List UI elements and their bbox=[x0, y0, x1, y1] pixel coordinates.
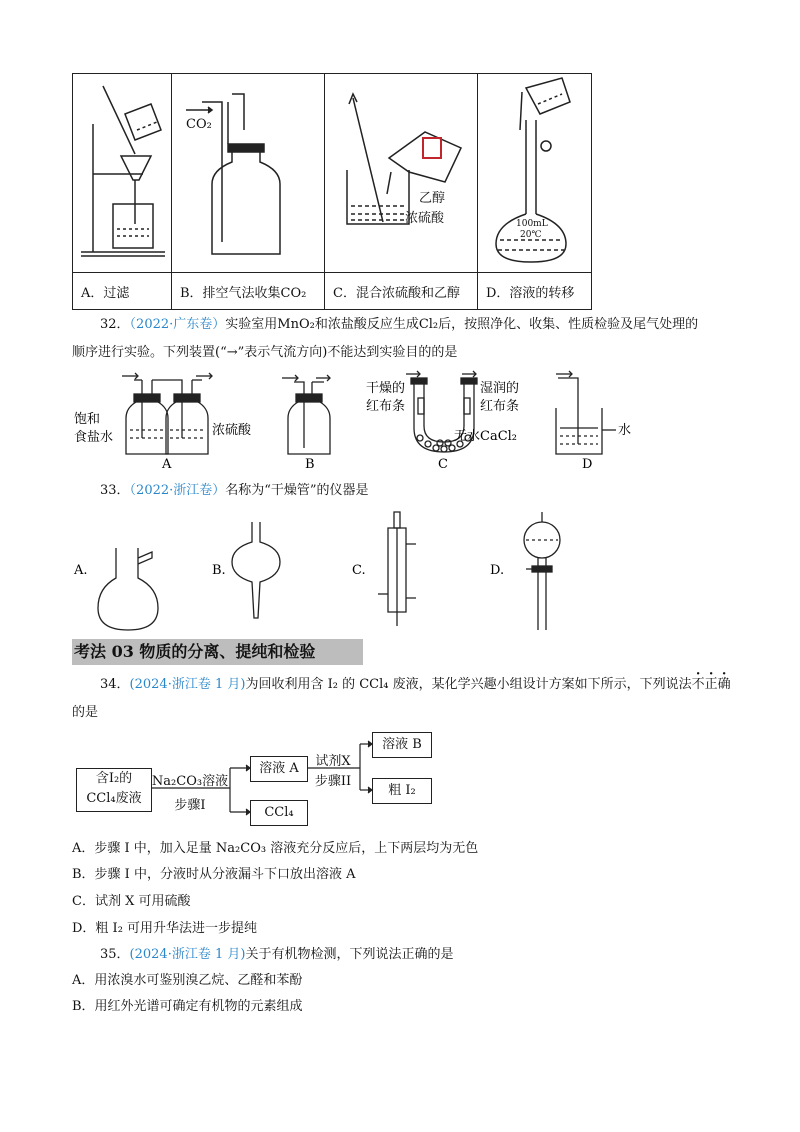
q34-line1: 34．(2024·浙江卷 1 月)为回收利用含 I₂ 的 CCl₄ 废液，某化学兴趣小组设计方案如下所示，下列说法不正确 bbox=[100, 677, 731, 692]
label-wet: 湿润的 bbox=[480, 381, 520, 396]
q34-option-b: B．步骤 I 中，分液时从分液漏斗下口放出溶液 A bbox=[72, 867, 356, 882]
flow-step1: 步骤I bbox=[174, 798, 206, 813]
label-conc-sulfuric: 浓硫酸 bbox=[212, 423, 252, 438]
q32-line2: 顺序进行实验。下列装置(“→”表示气流方向)不能达到实验目的的是 bbox=[72, 345, 458, 360]
flow-solution-b: 溶液 B bbox=[372, 732, 432, 758]
q34-text1: 为回收利用含 I₂ 的 CCl₄ 废液，某化学兴趣小组设计方案如下所示，下列说法 bbox=[245, 677, 692, 692]
caption-b: B．排空气法收集CO₂ bbox=[172, 273, 325, 310]
q33-option-a: A. bbox=[74, 563, 88, 578]
emphasis-correct-2: 确 bbox=[717, 677, 731, 692]
label-water: 水 bbox=[618, 423, 632, 438]
q35-line: 35．(2024·浙江卷 1 月)关于有机物检测，下列说法正确的是 bbox=[100, 947, 454, 962]
label-red-strip-1: 红布条 bbox=[366, 399, 406, 414]
q35-text: 关于有机物检测，下列说法正确的是 bbox=[245, 947, 454, 962]
flow-ccl4: CCl₄ bbox=[250, 800, 308, 826]
q33-option-d: D. bbox=[490, 563, 505, 578]
label-saturated: 饱和 bbox=[74, 412, 101, 427]
q32-option-c: C bbox=[438, 457, 448, 472]
q32-apparatus-diagram bbox=[72, 368, 672, 472]
volumetric-flask-diagram bbox=[478, 74, 591, 268]
flow-start-box: 含I₂的 CCl₄废液 bbox=[76, 768, 152, 812]
q33-line: 33．（2022·浙江卷）名称为“干燥管”的仪器是 bbox=[100, 483, 369, 498]
ethanol-label: 乙醇 bbox=[419, 191, 446, 206]
q32-source: （2022·广东卷） bbox=[129, 317, 226, 332]
q34-option-a: A．步骤 I 中，加入足量 Na₂CO₃ 溶液充分反应后，上下两层均为无色 bbox=[72, 841, 479, 856]
flow-reagent1: Na₂CO₃溶液 bbox=[151, 774, 229, 789]
caption-d: D．溶液的转移 bbox=[478, 273, 592, 310]
acid-mixing-diagram bbox=[325, 74, 477, 268]
q32-option-a: A bbox=[162, 457, 172, 472]
flask-volume-label: 100mL bbox=[516, 219, 548, 229]
flow-crude-i2: 粗 I₂ bbox=[372, 778, 432, 804]
q33-source: （2022·浙江卷） bbox=[129, 483, 226, 498]
q32-line1: 32．（2022·广东卷）实验室用MnO₂和浓盐酸反应生成Cl₂后，按照净化、收集、性质检验及尾气处理的 bbox=[100, 317, 699, 332]
caption-c: C．混合浓硫酸和乙醇 bbox=[325, 273, 478, 310]
label-cacl2: 无水CaCl₂ bbox=[454, 429, 518, 444]
q34-option-c: C．试剂 X 可用硫酸 bbox=[72, 894, 191, 909]
q34-option-d: D．粗 I₂ 可用升华法进一步提纯 bbox=[72, 921, 258, 936]
gas-collection-figure bbox=[172, 74, 325, 273]
emphasis-correct-1: 正 bbox=[704, 677, 718, 692]
apparatus-table bbox=[72, 73, 592, 310]
flow-reagent-x: 试剂X bbox=[315, 754, 351, 769]
solution-transfer-figure bbox=[478, 74, 592, 273]
flask-temp-label: 20℃ bbox=[520, 230, 542, 240]
filtration-figure bbox=[73, 74, 172, 273]
section-heading: 考法 03 物质的分离、提纯和检验 bbox=[72, 639, 363, 665]
q35-source: (2024·浙江卷 1 月) bbox=[129, 947, 246, 962]
filtration-diagram bbox=[73, 74, 171, 268]
q32-option-b: B bbox=[305, 457, 315, 472]
co2-label: CO₂ bbox=[186, 117, 212, 132]
flow-solution-a: 溶液 A bbox=[250, 756, 308, 782]
q34-line2: 的是 bbox=[72, 705, 99, 720]
acid-mixing-figure bbox=[325, 74, 478, 273]
q33-instruments-diagram bbox=[72, 508, 592, 632]
sulfuric-acid-label: 浓硫酸 bbox=[405, 211, 445, 226]
flow-step2: 步骤II bbox=[314, 774, 352, 789]
q34-source: (2024·浙江卷 1 月) bbox=[129, 677, 246, 692]
label-red-strip-2: 红布条 bbox=[480, 399, 520, 414]
label-dry: 干燥的 bbox=[366, 381, 406, 396]
q33-text: 名称为“干燥管”的仪器是 bbox=[225, 483, 369, 498]
emphasis-not: 不 bbox=[691, 677, 705, 692]
q33-option-c: C. bbox=[352, 563, 366, 578]
q35-option-b: B．用红外光谱可确定有机物的元素组成 bbox=[72, 999, 303, 1014]
label-brine: 食盐水 bbox=[74, 430, 114, 445]
gas-collection-diagram bbox=[172, 74, 324, 268]
caption-a: A．过滤 bbox=[73, 273, 172, 310]
q32-text1: 实验室用MnO₂和浓盐酸反应生成Cl₂后，按照净化、收集、性质检验及尾气处理的 bbox=[225, 317, 699, 332]
q32-option-d: D bbox=[582, 457, 593, 472]
q33-option-b: B. bbox=[212, 563, 226, 578]
q35-option-a: A．用浓溴水可鉴别溴乙烷、乙醛和苯酚 bbox=[72, 973, 303, 988]
